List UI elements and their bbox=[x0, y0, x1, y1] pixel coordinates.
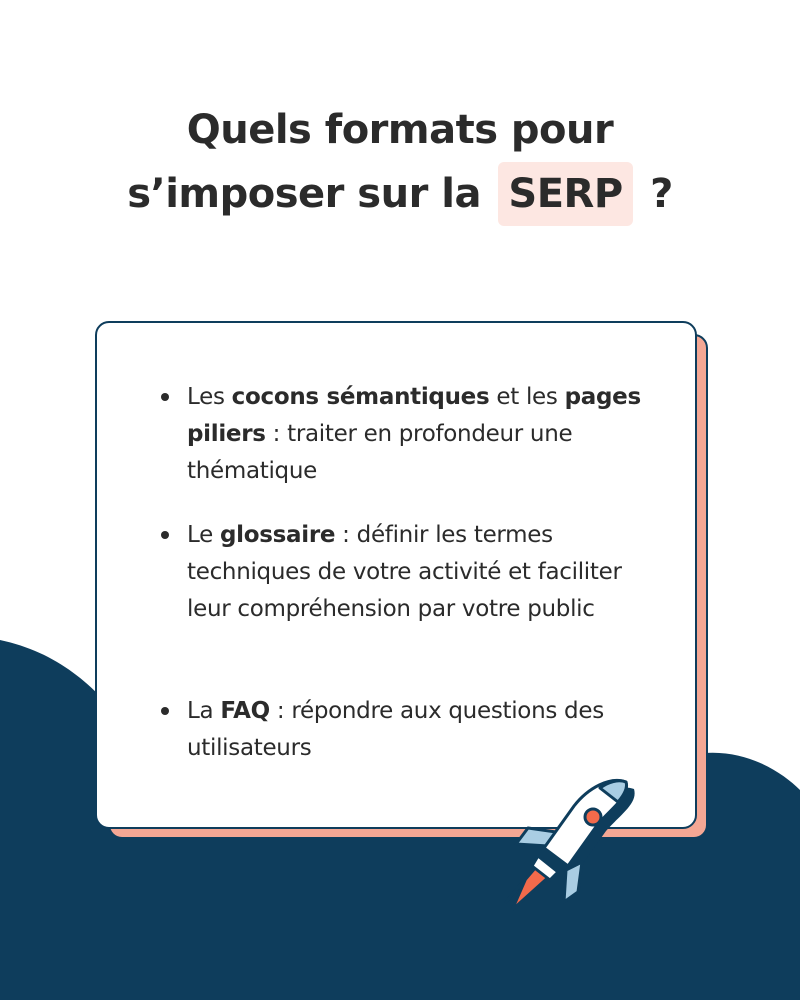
item-2-text-2: : définir les termes techniques de votre activité et faciliter leur compréhension par votre public bbox=[187, 522, 622, 622]
item-3-bold-1: FAQ bbox=[220, 698, 270, 724]
page-title bbox=[0, 98, 800, 226]
bullet-dot bbox=[161, 393, 169, 401]
item-1-bold-2: pages piliers bbox=[187, 384, 641, 447]
item-1-text-1: Les bbox=[187, 384, 232, 410]
list-item-glossaire bbox=[187, 517, 657, 628]
title-line-2 bbox=[0, 162, 800, 226]
list-item-faq bbox=[187, 693, 657, 767]
list-item-cocons bbox=[187, 379, 657, 490]
item-3-text-2: : répondre aux questions des utilisateurs bbox=[187, 698, 604, 761]
title-question-mark: ? bbox=[650, 171, 673, 217]
bullet-dot bbox=[161, 707, 169, 715]
item-1-text-2: et les bbox=[489, 384, 565, 410]
item-1-bold-1: cocons sémantiques bbox=[231, 384, 490, 410]
item-2-text-1: Le bbox=[187, 522, 220, 548]
bullet-dot bbox=[161, 531, 169, 539]
item-2-bold-1: glossaire bbox=[219, 522, 336, 548]
title-line-1: Quels formats pour bbox=[186, 107, 614, 153]
item-3-text-1: La bbox=[187, 698, 221, 724]
rocket-icon bbox=[490, 770, 660, 920]
content-card bbox=[95, 321, 697, 829]
title-line-2-prefix: s’imposer sur la bbox=[127, 171, 481, 217]
title-highlight-serp: SERP bbox=[498, 162, 632, 226]
item-1-text-3: : traiter en profondeur une thématique bbox=[187, 421, 573, 484]
